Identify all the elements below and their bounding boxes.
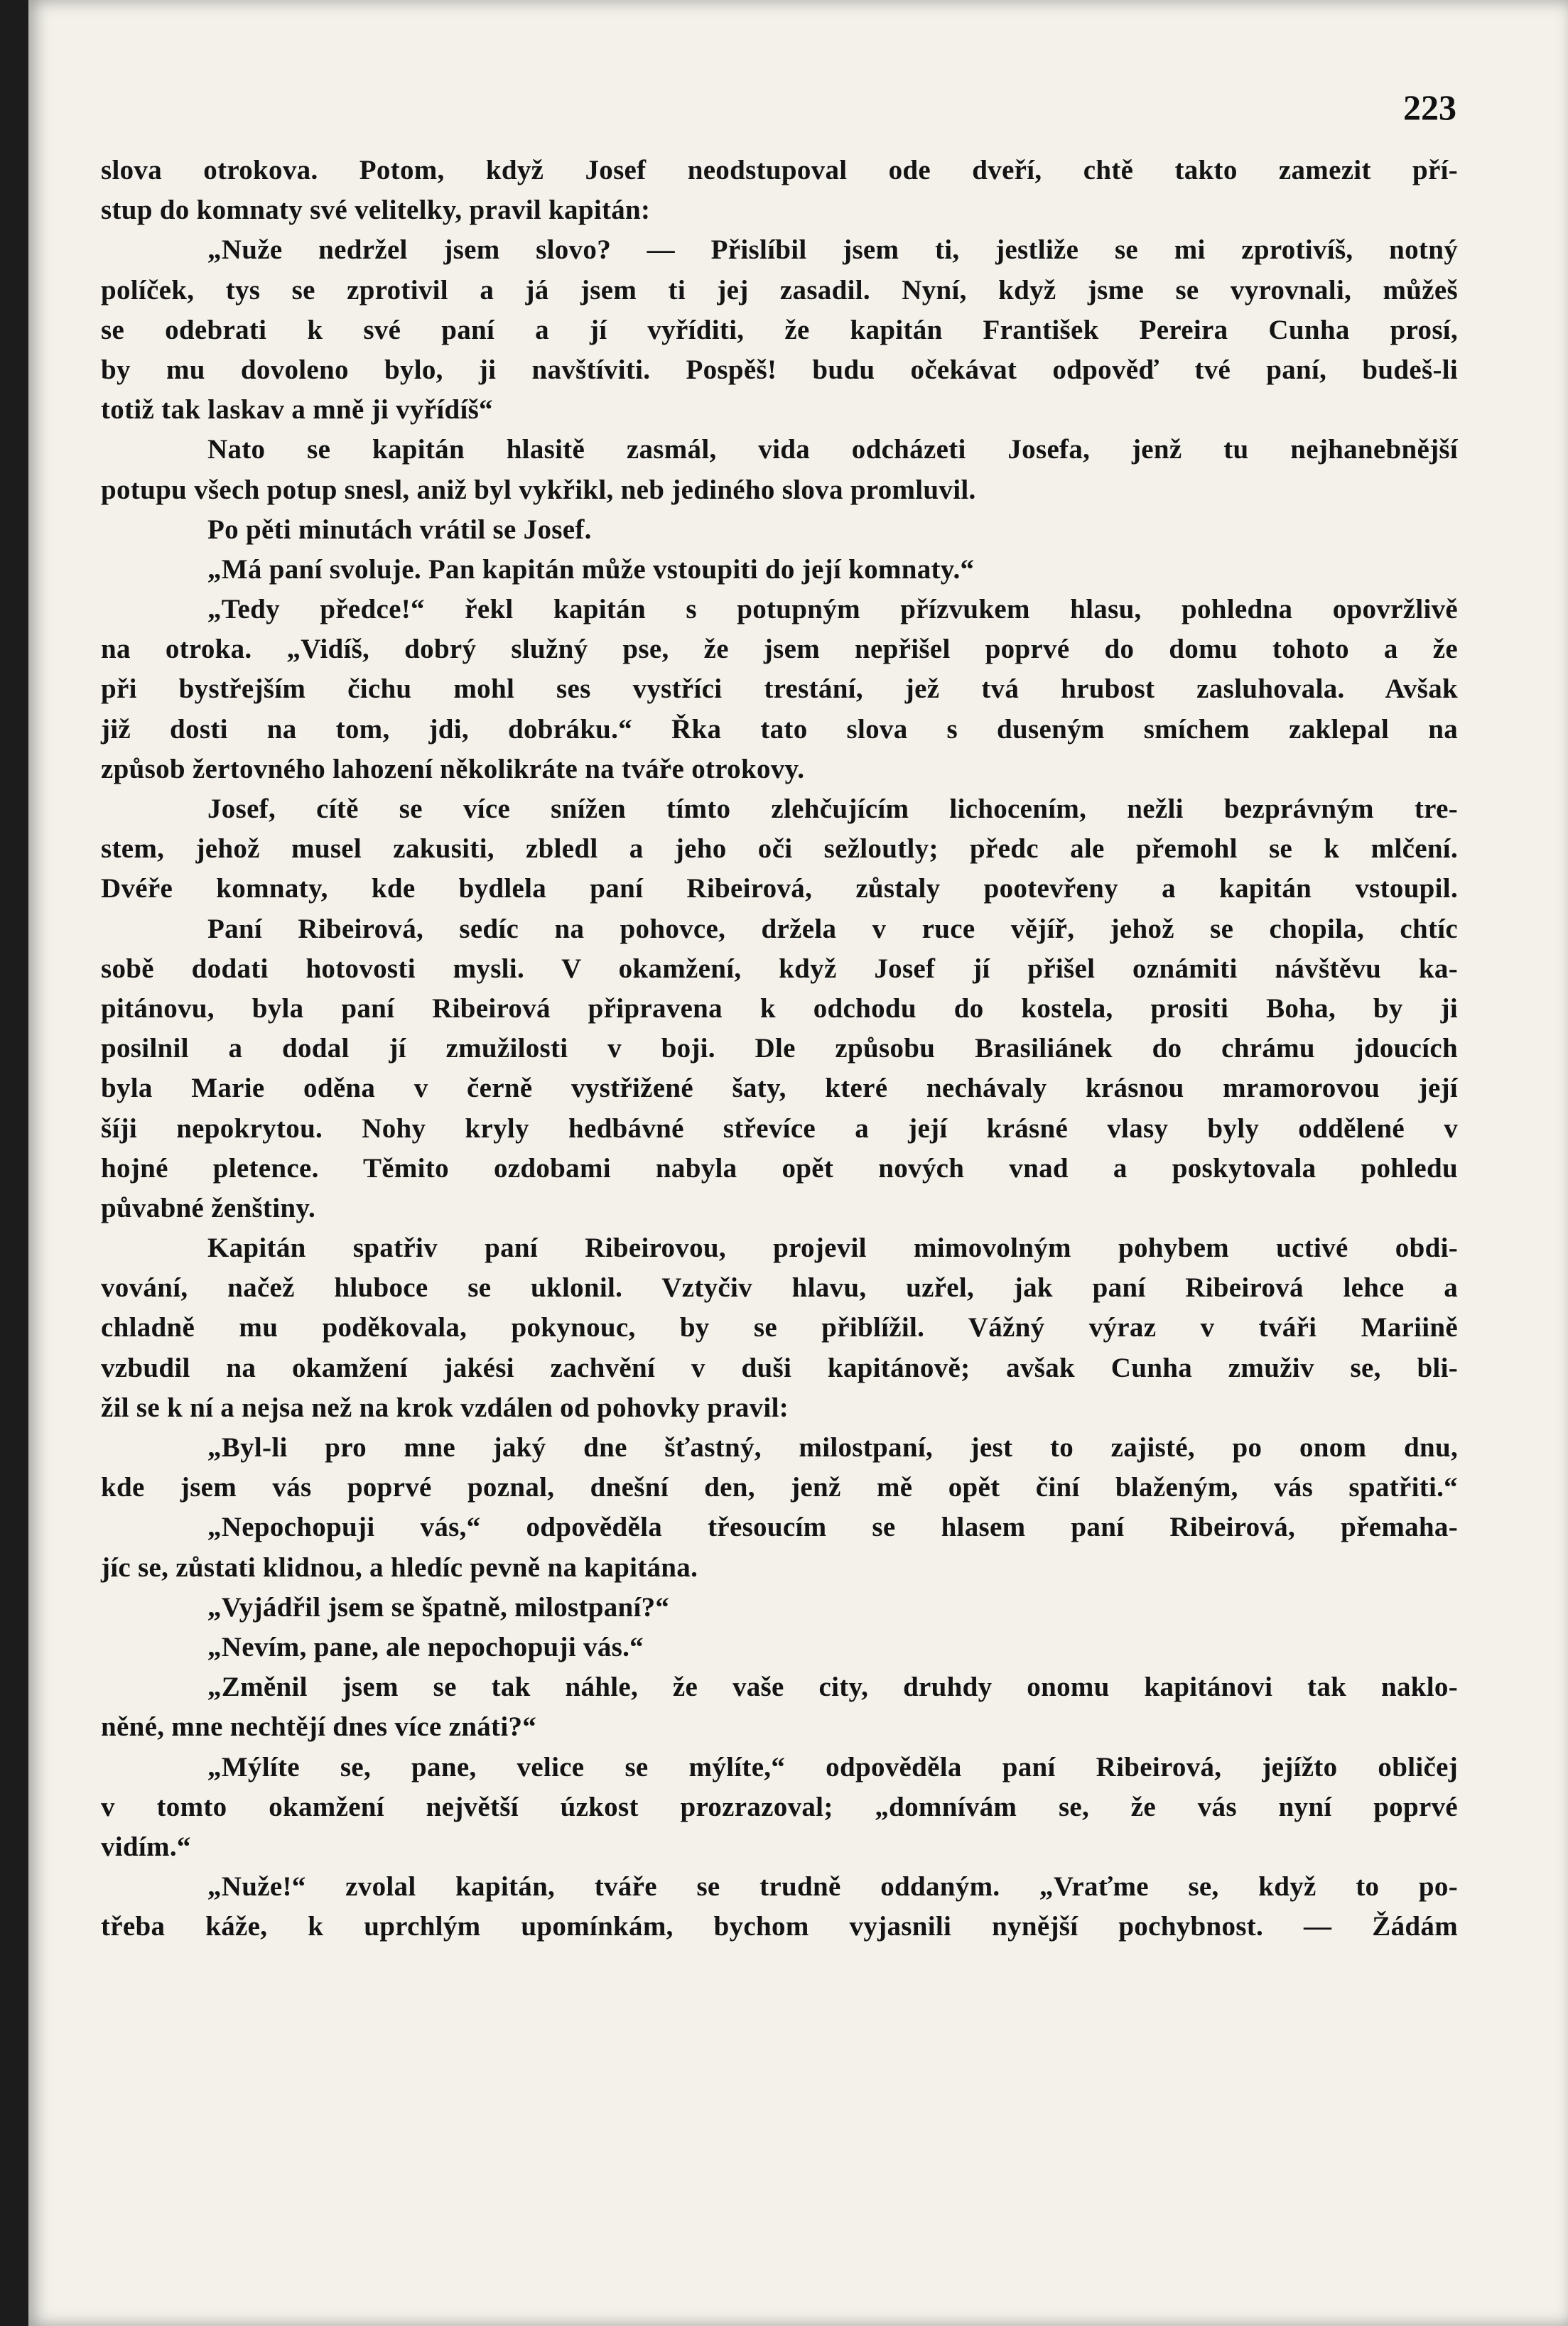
text-line: „Nevím, pane, ale nepochopuji vás.“	[207, 1631, 644, 1662]
text-line: jíc se, zůstati klidnou, a hledíc pevně na kapitána.	[101, 1552, 698, 1583]
text-line: byla Marie oděna v černě vystřižené šaty, které nechávaly krásnou mramorovou její	[101, 1073, 1458, 1104]
text-line: kde jsem vás poprvé poznal, dnešní den, jenž mě opět činí blaženým, vás spatřiti.“	[101, 1472, 1458, 1503]
text-line: potupu všech potup snesl, aniž byl vykřikl, neb jediného slova promluvil.	[101, 474, 976, 505]
text-line: chladně mu poděkovala, pokynouc, by se přiblížil. Vážný výraz v tváři Mariině	[101, 1312, 1458, 1343]
page-number: 223	[1403, 87, 1456, 127]
text-line: „Tedy předce!“ řekl kapitán s potupným přízvukem hlasu, pohledna opovržlivě	[207, 594, 1458, 625]
text-line: něné, mne nechtějí dnes více znáti?“	[101, 1711, 537, 1743]
text-line: stup do komnaty své velitelky, pravil kapitán:	[101, 195, 651, 226]
text-line: stem, jehož musel zakusiti, zbledl a jeho oči sežloutly; předc ale přemohl se k mlčení.	[101, 833, 1458, 865]
text-line: „Změnil jsem se tak náhle, že vaše city, druhdy onomu kapitánovi tak naklo-	[207, 1672, 1458, 1703]
text-line: sobě dodati hotovosti mysli. V okamžení, když Josef jí přišel oznámiti návštěvu ka-	[101, 953, 1458, 984]
text-line: žil se k ní a nejsa než na krok vzdálen od pohovky pravil:	[101, 1392, 789, 1423]
text-line: totiž tak laskav a mně ji vyřídíš“	[101, 394, 493, 426]
text-line: vování, načež hluboce se uklonil. Vztyčiv hlavu, uzřel, jak paní Ribeirová lehce a	[101, 1272, 1458, 1304]
page-text	[101, 151, 1458, 1947]
text-line: způsob žertovného lahození několikráte na tváře otrokovy.	[101, 753, 805, 784]
text-line: pitánovu, byla paní Ribeirová připravena k odchodu do kostela, prositi Boha, by ji	[101, 992, 1458, 1024]
text-line: v tomto okamžení největší úzkost prozrazoval; „domnívám se, že vás nyní poprvé	[101, 1791, 1458, 1822]
book-page	[28, 0, 1568, 2326]
text-line: políček, tys se zprotivil a já jsem ti jej zasadil. Nyní, když jsme se vyrovnali, můžeš	[101, 274, 1458, 305]
text-line: Paní Ribeirová, sedíc na pohovce, držela v ruce vějíř, jehož se chopila, chtíc	[207, 913, 1458, 944]
text-line: již dosti na tom, jdi, dobráku.“ Řka tato slova s duseným smíchem zaklepal na	[101, 713, 1458, 745]
text-line: „Nepochopuji vás,“ odpověděla třesoucím se hlasem paní Ribeirová, přemaha-	[207, 1512, 1458, 1543]
text-line: „Nuže nedržel jsem slovo? — Přislíbil jsem ti, jestliže se mi zprotivíš, notný	[207, 234, 1458, 266]
text-line: půvabné ženštiny.	[101, 1192, 316, 1223]
text-line: slova otrokova. Potom, když Josef neodstupoval ode dveří, chtě takto zamezit pří-	[101, 155, 1458, 185]
text-line: Josef, cítě se více snížen tímto zlehčujícím lichocením, nežli bezprávným tre-	[207, 794, 1458, 824]
text-line: Dvéře komnaty, kde bydlela paní Ribeirová, zůstaly pootevřeny a kapitán vstoupil.	[101, 873, 1458, 904]
text-line: „Má paní svoluje. Pan kapitán může vstoupiti do její komnaty.“	[207, 553, 975, 585]
text-line: „Byl-li pro mne jaký dne šťastný, milostpaní, jest to zajisté, po onom dnu,	[207, 1432, 1458, 1463]
text-line: vidím.“	[101, 1831, 191, 1862]
text-line: posilnil a dodal jí zmužilosti v boji. Dle způsobu Brasiliánek do chrámu jdoucích	[101, 1033, 1458, 1064]
text-line: „Mýlíte se, pane, velice se mýlíte,“ odpověděla paní Ribeirová, jejížto obličej	[207, 1751, 1458, 1783]
text-line: „Nuže!“ zvolal kapitán, tváře se trudně oddaným. „Vraťme se, když to po-	[207, 1871, 1458, 1903]
text-line: by mu dovoleno bylo, ji navštíviti. Pospěš! budu očekávat odpověď tvé paní, budeš-li	[101, 354, 1458, 385]
text-line: Po pěti minutách vrátil se Josef.	[207, 514, 592, 545]
text-line: „Vyjádřil jsem se špatně, milostpaní?“	[207, 1591, 670, 1623]
text-line: třeba káže, k uprchlým upomínkám, bychom vyjasnili nynější pochybnost. — Žádám	[101, 1911, 1458, 1942]
text-line: hojné pletence. Těmito ozdobami nabyla opět nových vnad a poskytovala pohledu	[101, 1152, 1458, 1184]
text-line: na otroka. „Vidíš, dobrý služný pse, že jsem nepřišel poprvé do domu tohoto a že	[101, 634, 1458, 665]
text-line: Kapitán spatřiv paní Ribeirovou, projevil mimovolným pohybem uctivé obdi-	[207, 1233, 1458, 1264]
text-line: vzbudil na okamžení jakési zachvění v duši kapitánově; avšak Cunha zmuživ se, bli-	[101, 1352, 1458, 1383]
text-line: se odebrati k své paní a jí vyříditi, že kapitán František Pereira Cunha prosí,	[101, 314, 1458, 345]
text-line: Nato se kapitán hlasitě zasmál, vida odcházeti Josefa, jenž tu nejhanebnější	[207, 434, 1458, 465]
text-line: při bystřejším čichu mohl ses vystříci trestání, jež tvá hrubost zasluhovala. Avšak	[101, 674, 1458, 705]
text-line: šíji nepokrytou. Nohy kryly hedbávné střevíce a její krásné vlasy byly oddělené v	[101, 1113, 1458, 1144]
